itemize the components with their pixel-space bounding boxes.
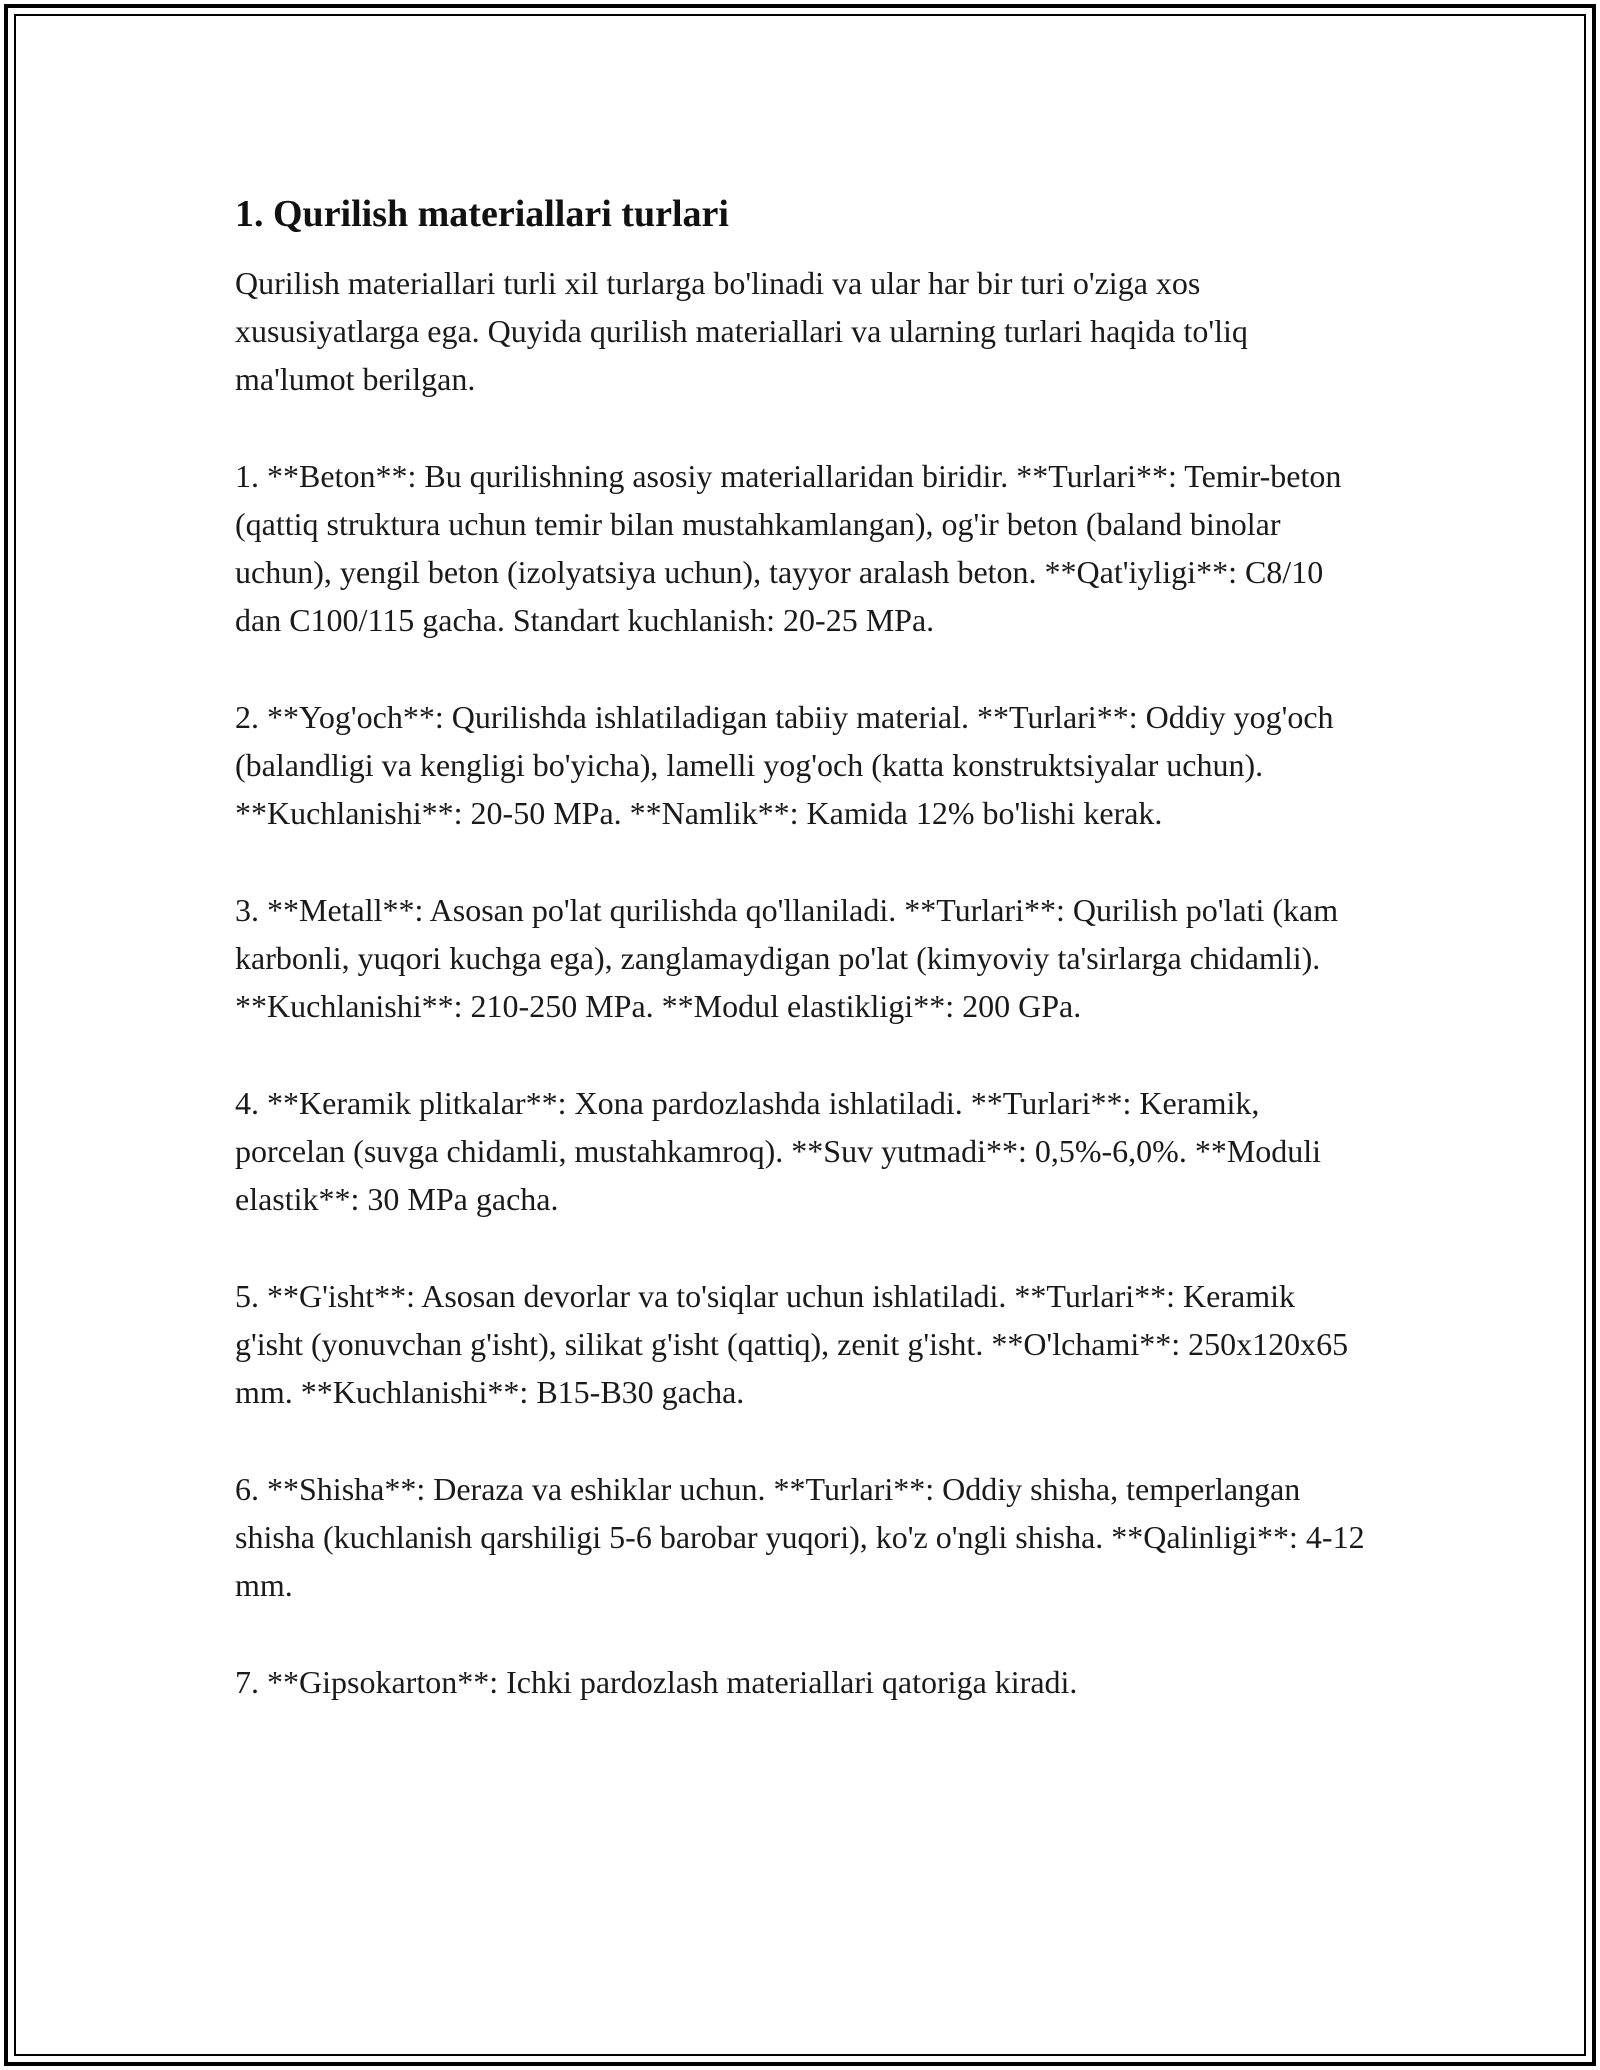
keramik-plitkalar-paragraph: 4. **Keramik plitkalar**: Xona pardozlashda ishlatiladi. **Turlari**: Keramik, porcelan (suvga chidamli, mustahkamroq). **Suv yutmadi**: 0,5%-6,0%. **Moduli elastik**: 30 MPa gacha.: [235, 1085, 1322, 1217]
document-body: [235, 188, 1365, 1755]
gipsokarton-paragraph: 7. **Gipsokarton**: Ichki pardozlash materiallari qatoriga kiradi.: [235, 1664, 1078, 1700]
beton-paragraph: 1. **Beton**: Bu qurilishning asosiy materiallaridan biridir. **Turlari**: Temir-beton (qattiq struktura uchun temir bilan mustahkamlangan), og'ir beton (baland binolar uchun), yengil beton (izolyatsiya uchun), tayyor aralash beton. **Qat'iyligi**: C8/10 dan C100/115 gacha. Standart kuchlanish: 20-25 MPa.: [235, 458, 1342, 638]
section-heading: 1. Qurilish materiallari turlari: [235, 193, 729, 235]
metall-paragraph: 3. **Metall**: Asosan po'lat qurilishda qo'llaniladi. **Turlari**: Qurilish po'lati (kam karbonli, yuqori kuchga ega), zanglamaydigan po'lat (kimyoviy ta'sirlarga chidamli). **Kuchlanishi**: 210-250 MPa. **Modul elastikligi**: 200 GPa.: [235, 892, 1339, 1024]
intro-paragraph: Qurilish materiallari turli xil turlarga bo'linadi va ular har bir turi o'ziga xos xususiyatlarga ega. Quyida qurilish materiallari va ularning turlari haqida to'liq ma'lumot berilgan.: [235, 265, 1248, 397]
yogoch-paragraph: 2. **Yog'och**: Qurilishda ishlatiladigan tabiiy material. **Turlari**: Oddiy yog'och (balandligi va kengligi bo'yicha), lamelli yog'och (katta konstruktsiyalar uchun). **Kuchlanishi**: 20-50 MPa. **Namlik**: Kamida 12% bo'lishi kerak.: [235, 699, 1334, 831]
gisht-paragraph: 5. **G'isht**: Asosan devorlar va to'siqlar uchun ishlatiladi. **Turlari**: Keramik g'isht (yonuvchan g'isht), silikat g'isht (qattiq), zenit g'isht. **O'lchami**: 250x120x65 mm. **Kuchlanishi**: B15-B30 gacha.: [235, 1278, 1349, 1410]
shisha-paragraph: 6. **Shisha**: Deraza va eshiklar uchun. **Turlari**: Oddiy shisha, temperlangan shisha (kuchlanish qarshiligi 5-6 barobar yuqori), ko'z o'ngli shisha. **Qalinligi**: 4-12 mm.: [235, 1471, 1365, 1603]
